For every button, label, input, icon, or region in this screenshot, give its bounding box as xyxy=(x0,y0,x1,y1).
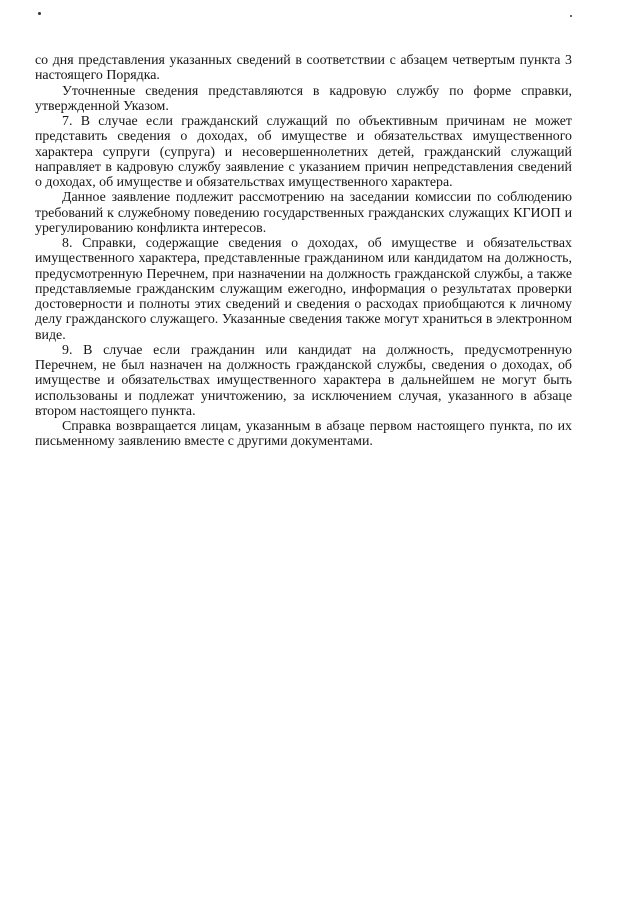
paragraph-item-8: 8. Справки, содержащие сведения о доходах, об имуществе и обязательствах имущественного характера, представленные гражданином или кандидатом на должность, предусмотренную Перечнем, при назначении на должность гражданской службы, а также представляемые гражданским служащим ежегодно, информация о результатах проверки достоверности и полноты этих сведений и сведения о расходах приобщаются к личному делу гражданского служащего. Указанные сведения также могут храниться в электронном виде. xyxy=(35,236,572,343)
scan-speck xyxy=(570,15,572,17)
document-page xyxy=(35,53,572,450)
paragraph-return: Справка возвращается лицам, указанным в абзаце первом настоящего пункта, по их письменному заявлению вместе с другими документами. xyxy=(35,419,572,450)
scan-speck xyxy=(38,12,41,15)
paragraph-item-9: 9. В случае если гражданин или кандидат на должность, предусмотренную Перечнем, не был назначен на должность гражданской службы, сведения о доходах, об имуществе и обязательствах имущественного характера в дальнейшем не могут быть использованы и подлежат уничтожению, за исключением случая, указанного в абзаце втором настоящего пункта. xyxy=(35,342,572,419)
paragraph-refined-info: Уточненные сведения представляются в кадровую службу по форме справки, утвержденной Указом. xyxy=(35,83,572,114)
paragraph-continuation: со дня представления указанных сведений в соответствии с абзацем четвертым пункта 3 настоящего Порядка. xyxy=(35,53,572,84)
paragraph-commission: Данное заявление подлежит рассмотрению на заседании комиссии по соблюдению требований к служебному поведению государственных гражданских служащих КГИОП и урегулированию конфликта интересов. xyxy=(35,190,572,236)
paragraph-item-7: 7. В случае если гражданский служащий по объективным причинам не может представить сведения о доходах, об имуществе и обязательствах имущественного характера супруги (супруга) и несовершеннолетних детей, гражданский служащий направляет в кадровую службу заявление с указанием причин непредставления сведений о доходах, об имуществе и обязательствах имущественного характера. xyxy=(35,114,572,190)
